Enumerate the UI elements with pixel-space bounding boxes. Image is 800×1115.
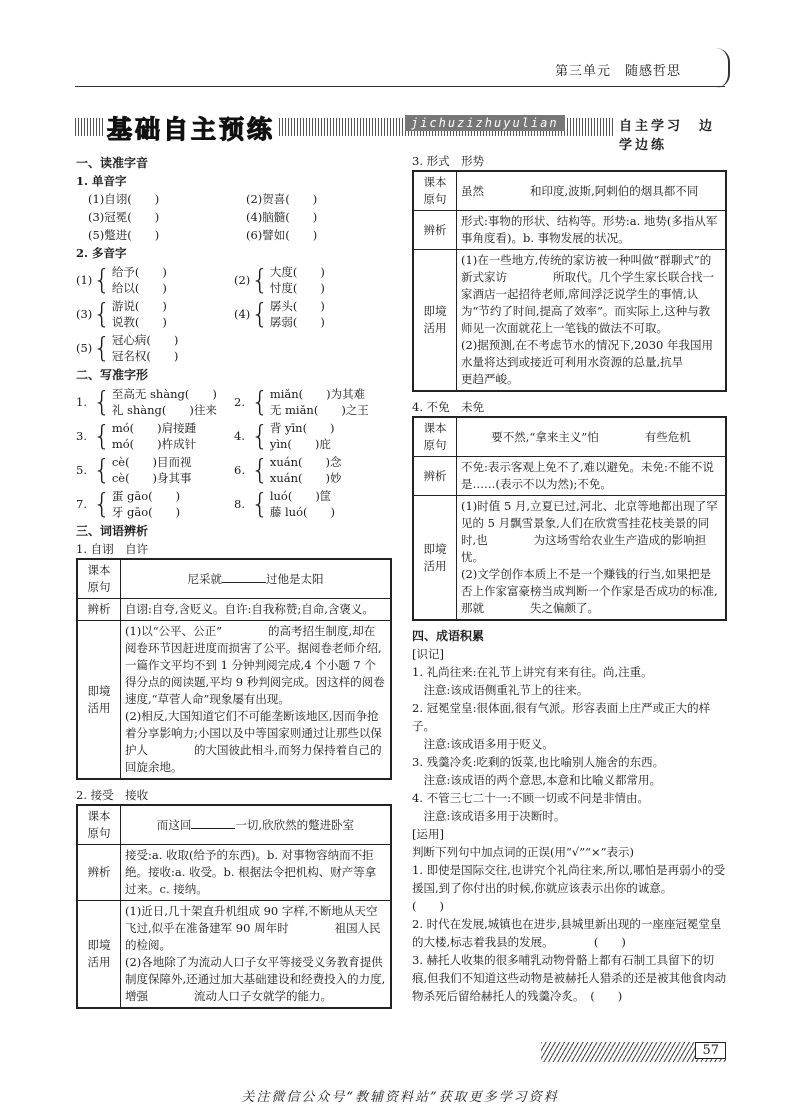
list-item: (1)自诩( ) (2)贺喜( )	[88, 192, 318, 206]
left-column	[76, 152, 392, 1009]
banner-pinyin: jichuzizhuyulian	[405, 115, 565, 131]
question: 3. 赫托人收集的很多哺乳动物骨骼上都有石制工具留下的切痕,但我们不知道这些动物是被赫托人猎杀的还是被其他食肉动物杀死后留给赫托人的残羹冷炙。 ( )	[412, 953, 727, 1003]
banner-tag: 自主学习 边学边练	[615, 115, 725, 153]
section-title: 二、写准字形	[76, 368, 149, 382]
label-apply: [运用]	[412, 827, 444, 841]
banner-title: 基础自主预练	[103, 110, 279, 146]
list-item: (1) { 给予( ) 给以( ) (2) { 大度( ) 忖度( )	[76, 263, 325, 296]
list-item: (3)冠冕( ) (4)脑髓( )	[88, 210, 318, 224]
list-item: 注意:该成语多用于贬义。	[412, 737, 554, 751]
list-item: 7. { 蛋 gāo( ) 牙 gāo( ) 8. { luó( )筐 藤 luó( )	[76, 487, 335, 520]
header-unit: 第三单元 随感哲思	[555, 64, 682, 79]
list-item: 1. { 至高无 shàng( ) 礼 shàng( )往来 2. { miǎn( )为其难 无 miǎn( )之王	[76, 385, 369, 418]
section-title: 三、词语辨析	[76, 524, 149, 538]
list-item: 5. { cè( )目而视 cè( )身其事 6. { xuán( )念 xuán( )妙	[76, 453, 342, 486]
list-item: 注意:该成语侧重礼节上的往来。	[412, 683, 589, 697]
section-banner	[75, 110, 725, 153]
list-item: (5) { 冠心病( ) 冠名权( )	[76, 331, 179, 364]
analysis-table: 课本原句 虽然 和印度,波斯,阿剌伯的烟具都不同 辨析 形式:事物的形状、结构等。形势:a. 地势(多指从军事角度看)。b. 事物发展的状况。 即境活用 (1)在一些地方,传统的家访被一种叫做“群聊式”的新式家访 所取代。几个学生家长联合找一家酒店一起招待老师,席间浮泛说学生的事情,认为“节约了时间,提高了效率”。而实际上,这种与教师见一次面就花上一笔钱的做法不可取。 (2)据预测,在不考虑节水的情况下,2030 年我国用水量将达到或接近可利用水资源的总量,抗旱 更趋严峻。	[412, 170, 727, 392]
footer-note: 关注微信公众号“教辅资料站”获取更多学习资料	[241, 1090, 559, 1105]
analysis-table: 课本原句 而这回 一切,欣欣然的蹩进卧室 辨析 接受:a. 收取(给予的东西)。b. 对事物容纳而不拒绝。接收:a. 收受。b. 根据法令把机构、财产等拿过来。c. 接纳。 即境活用 (1)近日,几十架直升机组成 90 字样,不断地从天空飞过,似乎在准备建军 90 周年时 祖国人民的检阅。 (2)各地除了为流动人口子女平等接受义务教育提供制度保障外,还通过加大基础建设和经费投入的力度,增强 流动人口子女就学的能力。	[76, 804, 392, 1009]
list-item: 1. 礼尚往来:在礼节上讲究有来有往。尚,注重。	[412, 665, 653, 679]
list-item: (5)蹩进( ) (6)譬如( )	[88, 228, 318, 242]
word-pair-head: 3. 形式 形势	[412, 154, 485, 168]
right-column	[412, 152, 794, 1005]
word-pair-head: 2. 接受 接收	[76, 788, 149, 802]
list-item: 2. 冠冕堂皇:很体面,很有气派。形容表面上庄严或正大的样子。	[412, 701, 711, 733]
list-item: (3) { 游说( ) 说教( ) (4) { 孱头( ) 孱弱( )	[76, 297, 325, 330]
subsection-title: 1. 单音字	[76, 174, 127, 188]
list-item: 注意:该成语的两个意思,本意和比喻义都常用。	[412, 773, 662, 787]
question: 2. 时代在发展,城镇也在进步,县城里新出现的一座座冠冕堂皇的大楼,标志着我县的发展。 ( )	[412, 917, 722, 949]
label-remember: [识记]	[412, 647, 444, 661]
header-rule	[75, 86, 725, 87]
header-bracket	[716, 48, 730, 88]
list-item: 4. 不管三七二十一:不顾一切或不问是非情由。	[412, 791, 649, 805]
analysis-table: 课本原句 尼采就 过他是太阳 辨析 自诩:自夸,含贬义。自许:自我称赞;自命,含褒义。 即境活用 (1)以“公平、公正” 的高考招生制度,却在阅卷环节因赶进度而损害了公平。据阅卷老师介绍,一篇作文平均不到 1 分钟判阅完成,4 个小题 7 个得分点的阅读题,平均 9 秒判阅完成。因这样的阅卷速度,“草菅人命”现象屡有出现。 (2)相反,大国知道它们不可能垄断该地区,因而争抢着分享影响力;小国以及中等国家则通过让那些以保护人 的大国彼此相斗,而努力保持着自己的回旋余地。	[76, 558, 392, 780]
section-title: 四、成语积累	[412, 629, 485, 643]
list-item: 注意:该成语多用于决断时。	[412, 809, 566, 823]
word-pair-head: 4. 不免 未免	[412, 400, 485, 414]
subsection-title: 2. 多音字	[76, 246, 127, 260]
question: 1. 即使是国际交往,也讲究个礼尚往来,所以,哪怕是再弱小的受援国,到了你付出的时候,你就应该表示出你的诚意。 ( )	[412, 863, 794, 913]
section-title: 一、读准字音	[76, 156, 149, 170]
page-number: 57	[695, 1042, 726, 1059]
list-item: 3. 残羹冷炙:吃剩的饭菜,也比喻别人施舍的东西。	[412, 755, 665, 769]
word-pair-head: 1. 自诩 自许	[76, 542, 149, 556]
analysis-table: 课本原句 要不然,“拿来主义”怕 有些危机 辨析 不免:表示客观上免不了,难以避免。未免:不能不说是……(表示不以为然);不免。 即境活用 (1)时值 5 月,立夏已过,河北、北京等地都出现了罕见的 5 月飘雪景象,人们在欣赏雪挂花枝美景的同时,也 为这场雪给农业生产造成的影响担忧。 (2)文学创作本质上不是一个赚钱的行当,如果把是否上作家富豪榜当成判断一个作家是否成功的标准,那就 失之偏颇了。	[412, 416, 727, 621]
instructions: 判断下列句中加点词的正误(用“√”“×”表示)	[412, 845, 634, 859]
page-number-strip	[541, 1042, 726, 1062]
list-item: 3. { mó( )肩接踵 mó( )杵成针 4. { 背 yīn( ) yìn( )庇	[76, 419, 335, 452]
